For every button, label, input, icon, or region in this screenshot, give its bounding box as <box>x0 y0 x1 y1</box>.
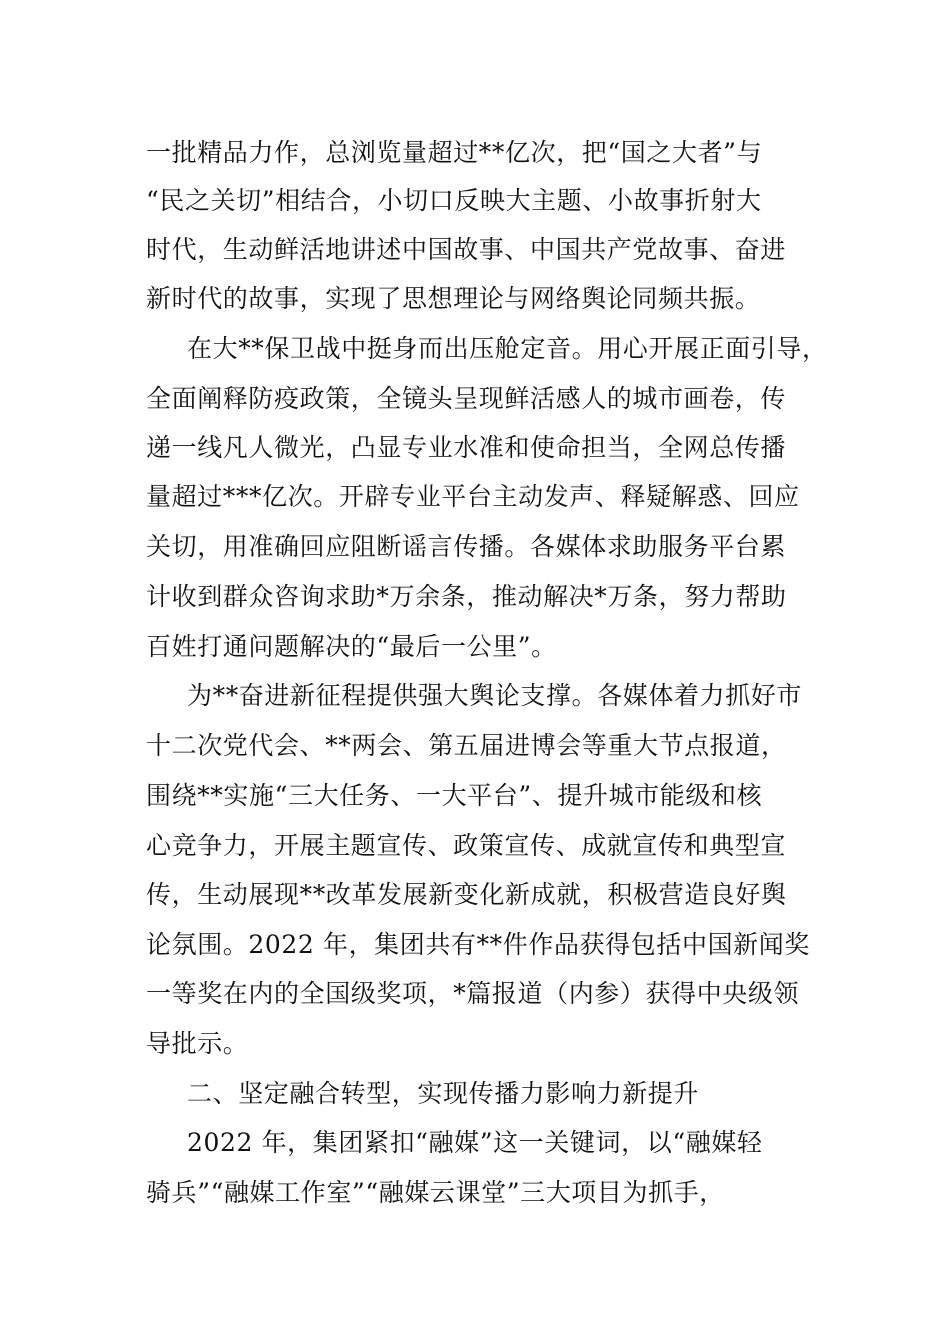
text-line: “民之关切”相结合，小切口反映大主题、小故事折射大 <box>146 186 762 215</box>
text-line: 论氛围。2022 年，集团共有**件作品获得包括中国新闻奖 <box>146 930 810 959</box>
paragraph-first-line: 2022 年，集团紧扣“融媒”这一关键词，以“融媒轻 <box>187 1128 763 1157</box>
text-line: 传，生动展现**改革发展新变化新成就，积极营造良好舆 <box>146 880 787 909</box>
text-line: 十二次党代会、**两会、第五届进博会等重大节点报道， <box>146 731 787 760</box>
text-line: 量超过***亿次。开辟专业平台主动发声、释疑解惑、回应 <box>146 482 800 511</box>
text-line: 递一线凡人微光，凸显专业水准和使命担当，全网总传播 <box>146 433 787 462</box>
text-line: 关切，用准确回应阻断谣言传播。各媒体求助服务平台累 <box>146 532 787 561</box>
paragraph-first-line: 为**奋进新征程提供强大舆论支撑。各媒体着力抓好市 <box>187 681 803 710</box>
text-line: 新时代的故事，实现了思想理论与网络舆论同频共振。 <box>146 284 761 313</box>
paragraph-first-line: 在大**保卫战中挺身而出压舱定音。用心开展正面引导， <box>187 334 828 363</box>
text-line: 全面阐释防疫政策，全镜头呈现鲜活感人的城市画卷，传 <box>146 384 787 413</box>
text-line: 时代，生动鲜活地讲述中国故事、中国共产党故事、奋进 <box>146 235 787 264</box>
text-line: 骑兵”“融媒工作室”“融媒云课堂”三大项目为抓手， <box>146 1178 725 1207</box>
text-line: 一等奖在内的全国级奖项，*篇报道（内参）获得中央级领 <box>146 979 800 1008</box>
text-line: 导批示。 <box>146 1029 249 1058</box>
text-line: 计收到群众咨询求助*万余条，推动解决*万条，努力帮助 <box>146 582 787 611</box>
text-line: 一批精品力作，总浏览量超过**亿次，把“国之大者”与 <box>146 138 763 167</box>
text-line: 围绕**实施“三大任务、一大平台”、提升城市能级和核 <box>146 781 763 810</box>
text-line: 百姓打通问题解决的“最后一公里”。 <box>146 632 557 661</box>
section-heading: 二、坚定融合转型，实现传播力影响力新提升 <box>187 1079 700 1108</box>
text-line: 心竞争力，开展主题宣传、政策宣传、成就宣传和典型宣 <box>146 831 787 860</box>
